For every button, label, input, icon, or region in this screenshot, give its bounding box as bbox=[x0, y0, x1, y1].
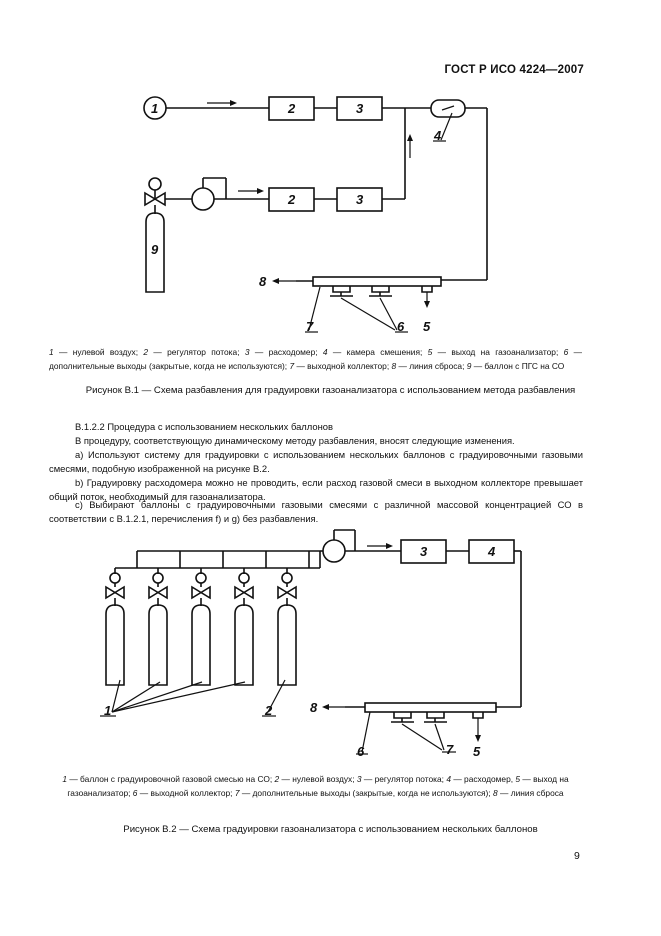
label-9: 9 bbox=[151, 242, 159, 257]
legend-number: 4 bbox=[446, 774, 452, 784]
legend-text: — дополнительные выходы (закрытые, когда не используются); bbox=[49, 347, 583, 372]
cylinder-zero-air bbox=[278, 568, 296, 685]
legend-number: 6 bbox=[563, 347, 569, 357]
legend-text: — линия сброса; bbox=[396, 361, 467, 372]
fig2-label-6: 6 bbox=[357, 744, 365, 759]
label-5: 5 bbox=[423, 319, 431, 334]
legend-number: 7 bbox=[289, 361, 295, 372]
section-item-c: c) Выбирают баллоны с градуировочными газовыми смесями с различной массовой концентрацией СО в соответствии с В.1.2.1, перечисления f) и g) без разбавления. bbox=[49, 499, 583, 524]
label-2b: 2 bbox=[288, 192, 296, 207]
section-item-a: a) Используют систему для градуировки с использованием нескольких баллонов с градуировочными газовыми смесями, подобную изображенной на рисунке В.2. bbox=[49, 449, 583, 474]
cylinder-4 bbox=[235, 568, 253, 685]
legend-text: — расходомер; bbox=[249, 347, 323, 357]
legend-text: — выход на газоанализатор; bbox=[67, 774, 569, 799]
label-7: 7 bbox=[306, 319, 314, 334]
fig2-label-3: 3 bbox=[420, 544, 428, 559]
section-heading: В.1.2.2 Процедура с использованием нескольких баллонов bbox=[75, 421, 333, 432]
label-1: 1 bbox=[151, 101, 159, 116]
legend-number: 4 bbox=[322, 347, 328, 357]
figure-1-caption: Рисунок В.1 — Схема разбавления для градуировки газоанализатора с использованием метода разбавления bbox=[85, 385, 576, 396]
outlet-manifold-2 bbox=[365, 703, 496, 712]
legend-text: — регулятор потока; bbox=[148, 347, 245, 357]
fig2-label-5: 5 bbox=[473, 744, 481, 759]
legend-text: — нулевой воздух; bbox=[279, 774, 357, 784]
label-3b: 3 bbox=[356, 192, 364, 207]
label-2a: 2 bbox=[288, 101, 296, 116]
fig2-label-4: 4 bbox=[488, 544, 496, 559]
fig2-label-8: 8 bbox=[310, 700, 318, 715]
legend-text: — выходной коллектор; bbox=[137, 788, 235, 799]
legend-text: — выходной коллектор; bbox=[294, 361, 392, 372]
legend-text: — выход на газоанализатор; bbox=[432, 347, 564, 357]
legend-text: — нулевой воздух; bbox=[53, 347, 144, 357]
cylinder-1 bbox=[106, 568, 124, 685]
figure-2-legend bbox=[49, 772, 582, 801]
legend-number: 9 bbox=[466, 361, 472, 372]
legend-text: — линия сброса bbox=[497, 788, 564, 799]
legend-text: — регулятор потока; bbox=[361, 774, 447, 784]
fig2-label-1: 1 bbox=[104, 703, 112, 718]
fig2-label-7: 7 bbox=[446, 742, 454, 757]
legend-text: — камера смешения; bbox=[327, 347, 428, 357]
legend-number: 2 bbox=[274, 774, 280, 784]
label-6: 6 bbox=[397, 319, 405, 334]
legend-number: 5 bbox=[427, 347, 433, 357]
legend-number: 8 bbox=[391, 361, 397, 372]
legend-text: — баллон с ПГС на СО bbox=[471, 361, 565, 372]
legend-number: 3 bbox=[244, 347, 250, 357]
legend-text: — баллон с градуировочной газовой смесью на СО; bbox=[67, 774, 275, 784]
cylinder-2 bbox=[149, 568, 167, 685]
legend-number: 5 bbox=[515, 774, 521, 784]
legend-number: 3 bbox=[356, 774, 362, 784]
legend-number: 2 bbox=[143, 347, 149, 357]
label-4: 4 bbox=[434, 128, 442, 143]
figure-2-caption: Рисунок В.2 — Схема градуировки газоанализатора с использованием нескольких баллонов bbox=[123, 824, 538, 835]
legend-number: 7 bbox=[234, 788, 240, 799]
legend-number: 8 bbox=[493, 788, 498, 799]
legend-text: — дополнительные выходы (закрытые, когда не используются); bbox=[239, 788, 493, 799]
section-intro: В процедуру, соответствующую динамическому методу разбавления, вносят следующие изменения. bbox=[75, 435, 515, 446]
fig2-label-2: 2 bbox=[265, 703, 273, 718]
page-number: 9 bbox=[574, 850, 580, 862]
legend-number: 1 bbox=[62, 774, 68, 784]
section-item-b: b) Градуировку расходомера можно не проводить, если расход газовой смеси в выходном коллекторе превышает общий поток, необходимый для газоанализатора. bbox=[49, 477, 583, 502]
cylinder-3 bbox=[192, 568, 210, 685]
pump-icon-2 bbox=[323, 540, 345, 562]
legend-number: 1 bbox=[49, 347, 54, 357]
legend-number: 6 bbox=[132, 788, 138, 799]
document-header: ГОСТ Р ИСО 4224—2007 bbox=[444, 64, 584, 76]
label-8: 8 bbox=[259, 274, 267, 289]
label-3a: 3 bbox=[356, 101, 364, 116]
legend-text: — расходомер, bbox=[451, 774, 516, 784]
